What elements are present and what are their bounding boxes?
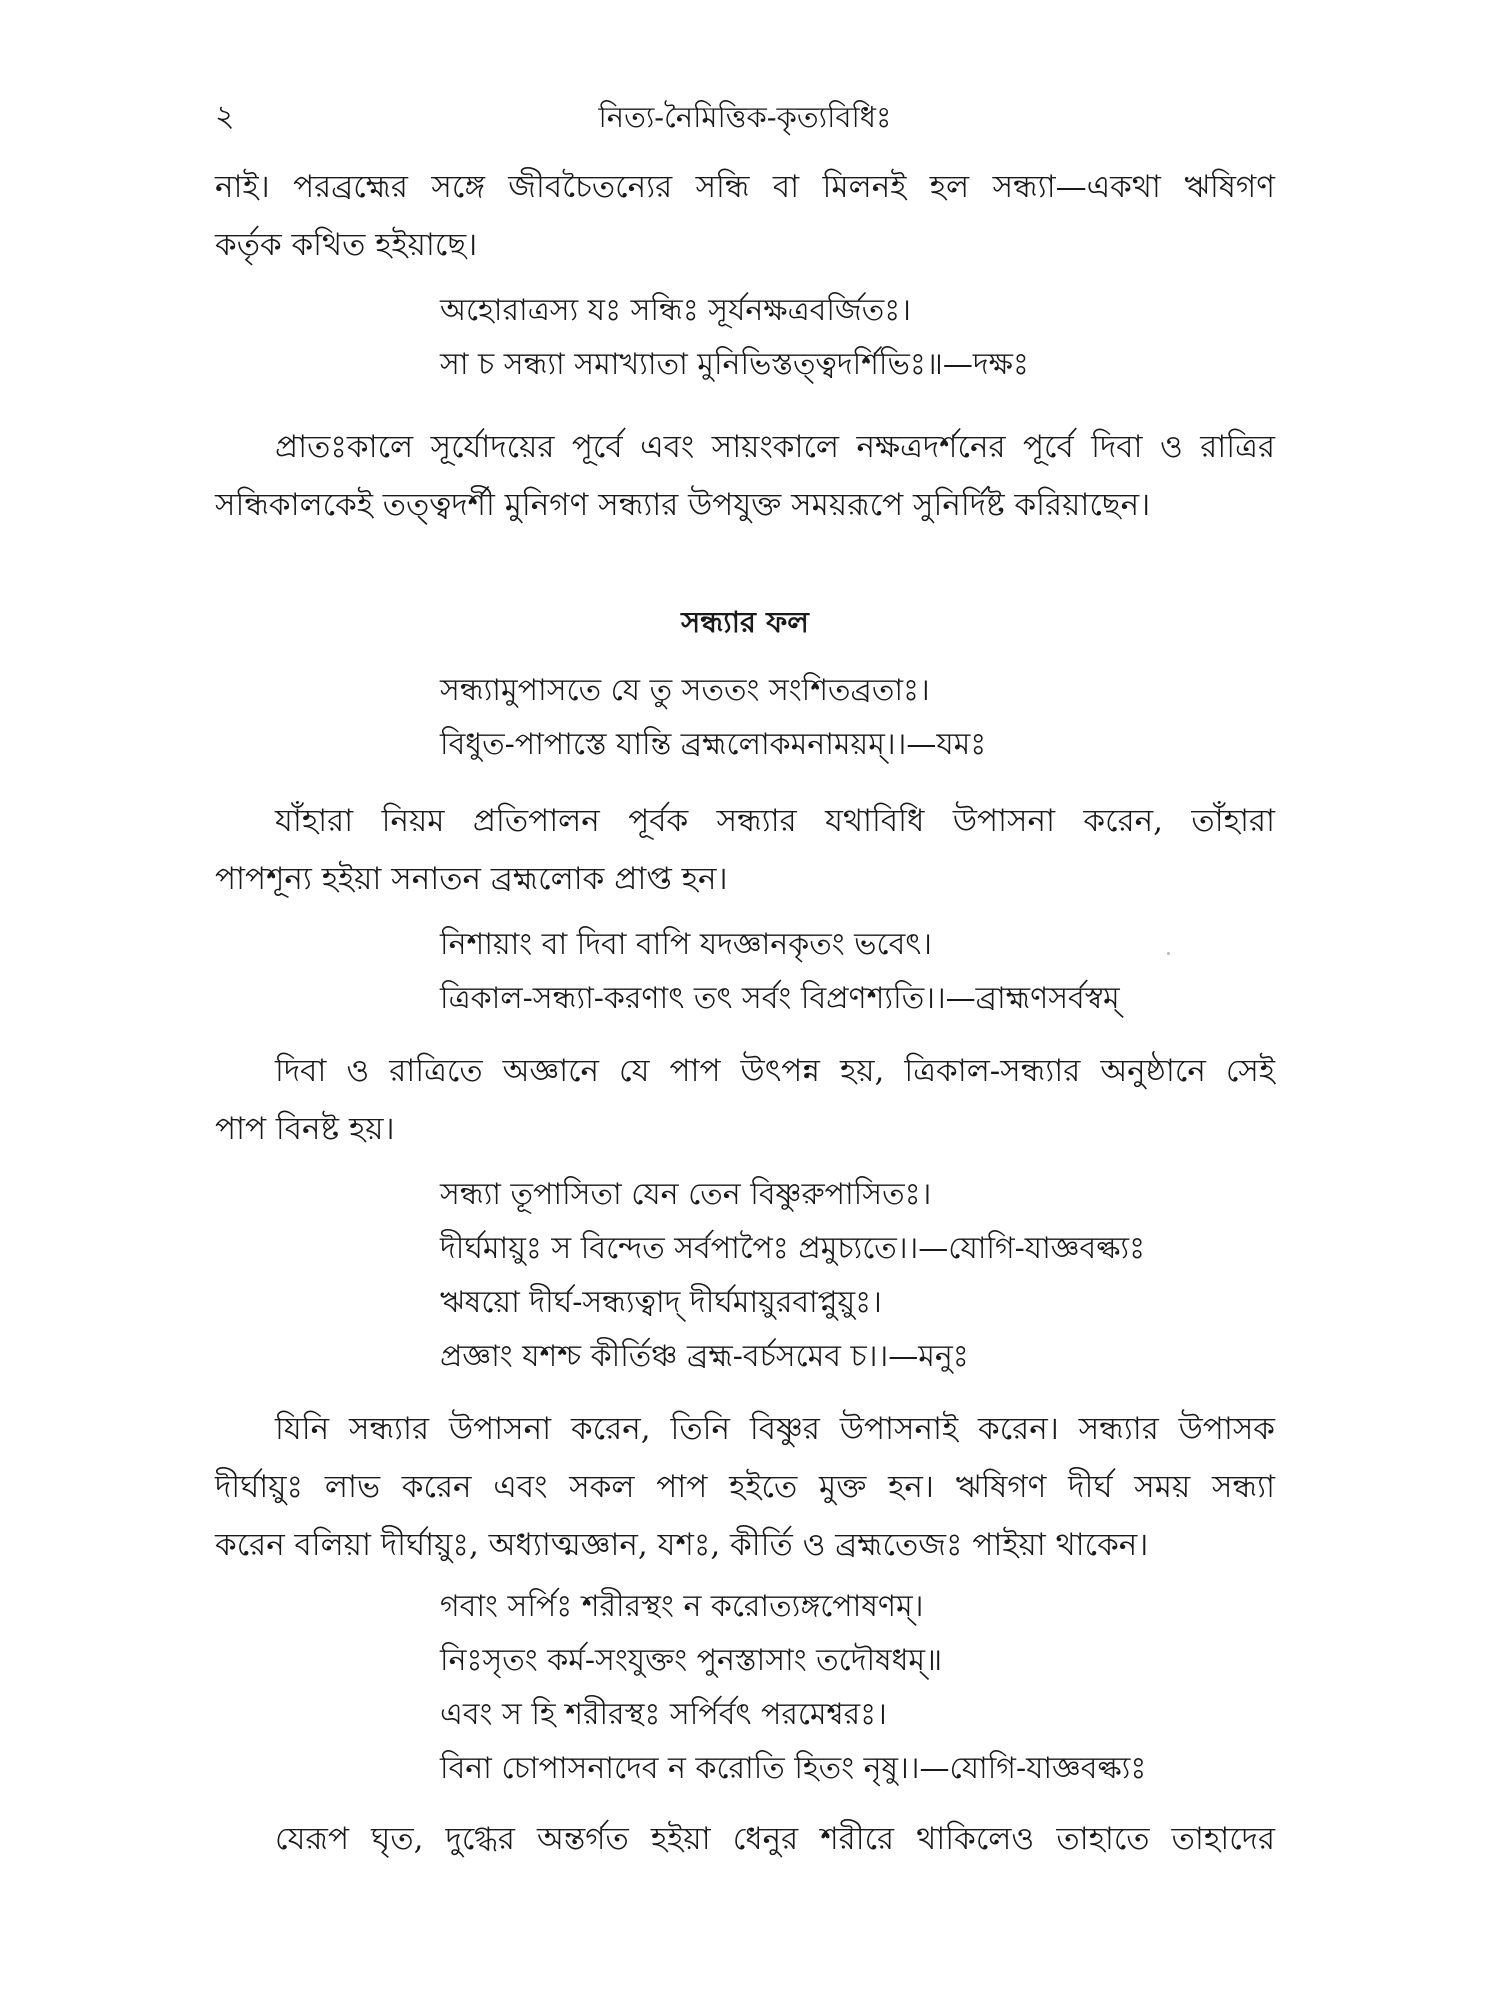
verse-block-4: [440, 1168, 1145, 1384]
page-number: ২: [215, 99, 235, 134]
paragraph-line: পাপশূন্য হইয়া সনাতন ব্রহ্মলোক প্রাপ্ত হন।: [215, 861, 728, 897]
paragraph-line: পাপ বিনষ্ট হয়।: [215, 1111, 395, 1147]
paragraph-line: প্রাতঃকালে সূর্যোদয়ের পূর্বে এবং সায়ংকালে নক্ষত্রদর্শনের পূর্বে দিবা ও রাত্রির: [275, 429, 1275, 465]
paragraph-line: যিনি সন্ধ্যার উপাসনা করেন, তিনি বিষ্ণুর উপাসনাই করেন। সন্ধ্যার উপাসক: [275, 1411, 1275, 1447]
verse-line: নিশায়াং বা দিবা বাপি যদজ্ঞানকৃতং ভবেৎ।: [440, 927, 933, 962]
paragraph-3: [215, 792, 1275, 908]
verse-block-5: [440, 1580, 1146, 1796]
paragraph-6: [215, 1810, 1275, 1868]
verse-line: এবং স হি শরীরস্থঃ সর্পির্বৎ পরমেশ্বরঃ।: [440, 1697, 887, 1732]
verse-block-1: [440, 284, 1029, 392]
paragraph-line: দীর্ঘায়ুঃ লাভ করেন এবং সকল পাপ হইতে মুক্ত হন। ঋষিগণ দীর্ঘ সময় সন্ধ্যা: [215, 1469, 1275, 1505]
paragraph-line: দিবা ও রাত্রিতে অজ্ঞানে যে পাপ উৎপন্ন হয়, ত্রিকাল-সন্ধ্যার অনুষ্ঠানে সেই: [275, 1053, 1275, 1089]
paragraph-line: কর্তৃক কথিত হইয়াছে।: [215, 227, 478, 263]
verse-block-2: [440, 664, 986, 772]
paragraph-5: [215, 1400, 1275, 1574]
running-title: নিত্য-নৈমিত্তিক-কৃত্যবিধিঃ: [598, 100, 892, 134]
verse-line: নিঃসৃতং কর্ম-সংযুক্তং পুনস্তাসাং তদৌষধম্॥: [440, 1643, 943, 1678]
paragraph-2: [215, 418, 1275, 534]
section-heading: সন্ধ্যার ফল: [681, 605, 809, 639]
verse-line: ঋষয়ো দীর্ঘ-সন্ধ্যত্বাদ্ দীর্ঘমায়ুরবাপ্নুয়ুঃ।: [440, 1285, 882, 1320]
verse-block-3: [440, 918, 1120, 1026]
page-header: [215, 92, 1275, 142]
paragraph-line: যাঁহারা নিয়ম প্রতিপালন পূর্বক সন্ধ্যার যথাবিধি উপাসনা করেন, তাঁহারা: [275, 803, 1275, 839]
verse-line: অহোরাত্রস্য যঃ সন্ধিঃ সূর্যনক্ষত্রবর্জিতঃ।: [440, 293, 912, 328]
verse-line: সা চ সন্ধ্যা সমাখ্যাতা মুনিভিস্তত্ত্বদর্শিভিঃ॥—দক্ষঃ: [440, 347, 1029, 382]
verse-line: দীর্ঘমায়ুঃ স বিন্দেত সর্বপাপৈঃ প্রমুচ্যতে।।—যোগি-যাজ্ঞবল্ক্যঃ: [440, 1231, 1146, 1266]
paragraph-line: যেরূপ ঘৃত, দুগ্ধের অন্তর্গত হইয়া ধেনুর শরীরে থাকিলেও তাহাতে তাহাদের: [275, 1821, 1275, 1857]
verse-line: বিনা চোপাসনাদেব ন করোতি হিতং নৃষু।।—যোগি-যাজ্ঞবল্ক্যঃ: [440, 1751, 1147, 1786]
verse-line: প্রজ্ঞাং যশশ্চ কীর্তিঞ্চ ব্রহ্ম-বর্চসমেব চ।।—মনুঃ: [440, 1339, 969, 1374]
verse-line: গবাং সর্পিঃ শরীরস্থং ন করোত্যঙ্গপোষণম্।: [440, 1589, 924, 1624]
paragraph-4: [215, 1042, 1275, 1158]
paragraph-line: করেন বলিয়া দীর্ঘায়ুঃ, অধ্যাত্মজ্ঞান, যশঃ, কীর্তি ও ব্রহ্মতেজঃ পাইয়া থাকেন।: [215, 1527, 1149, 1563]
verse-line: ত্রিকাল-সন্ধ্যা-করণাৎ তৎ সর্বং বিপ্রণশ্যতি।।—ব্রাহ্মণসর্বস্বম্: [440, 981, 1120, 1016]
paragraph-line: সন্ধিকালকেই তত্ত্বদর্শী মুনিগণ সন্ধ্যার উপযুক্ত সময়রূপে সুনির্দিষ্ট করিয়াছেন।: [215, 487, 1151, 523]
verse-line: সন্ধ্যা তূপাসিতা যেন তেন বিষ্ণুরুপাসিতঃ।: [440, 1177, 932, 1212]
paragraph-line: নাই। পরব্রহ্মের সঙ্গে জীবচৈতন্যের সন্ধি বা মিলনই হল সন্ধ্যা—একথা ঋষিগণ: [215, 169, 1275, 205]
verse-line: সন্ধ্যামুপাসতে যে তু সততং সংশিতব্রতাঃ।: [440, 673, 930, 708]
print-speck: [1167, 952, 1170, 955]
verse-line: বিধুত-পাপাস্তে যান্তি ব্রহ্মলোকমনাময়ম্।।—যমঃ: [440, 727, 987, 762]
paragraph-1: [215, 158, 1275, 274]
